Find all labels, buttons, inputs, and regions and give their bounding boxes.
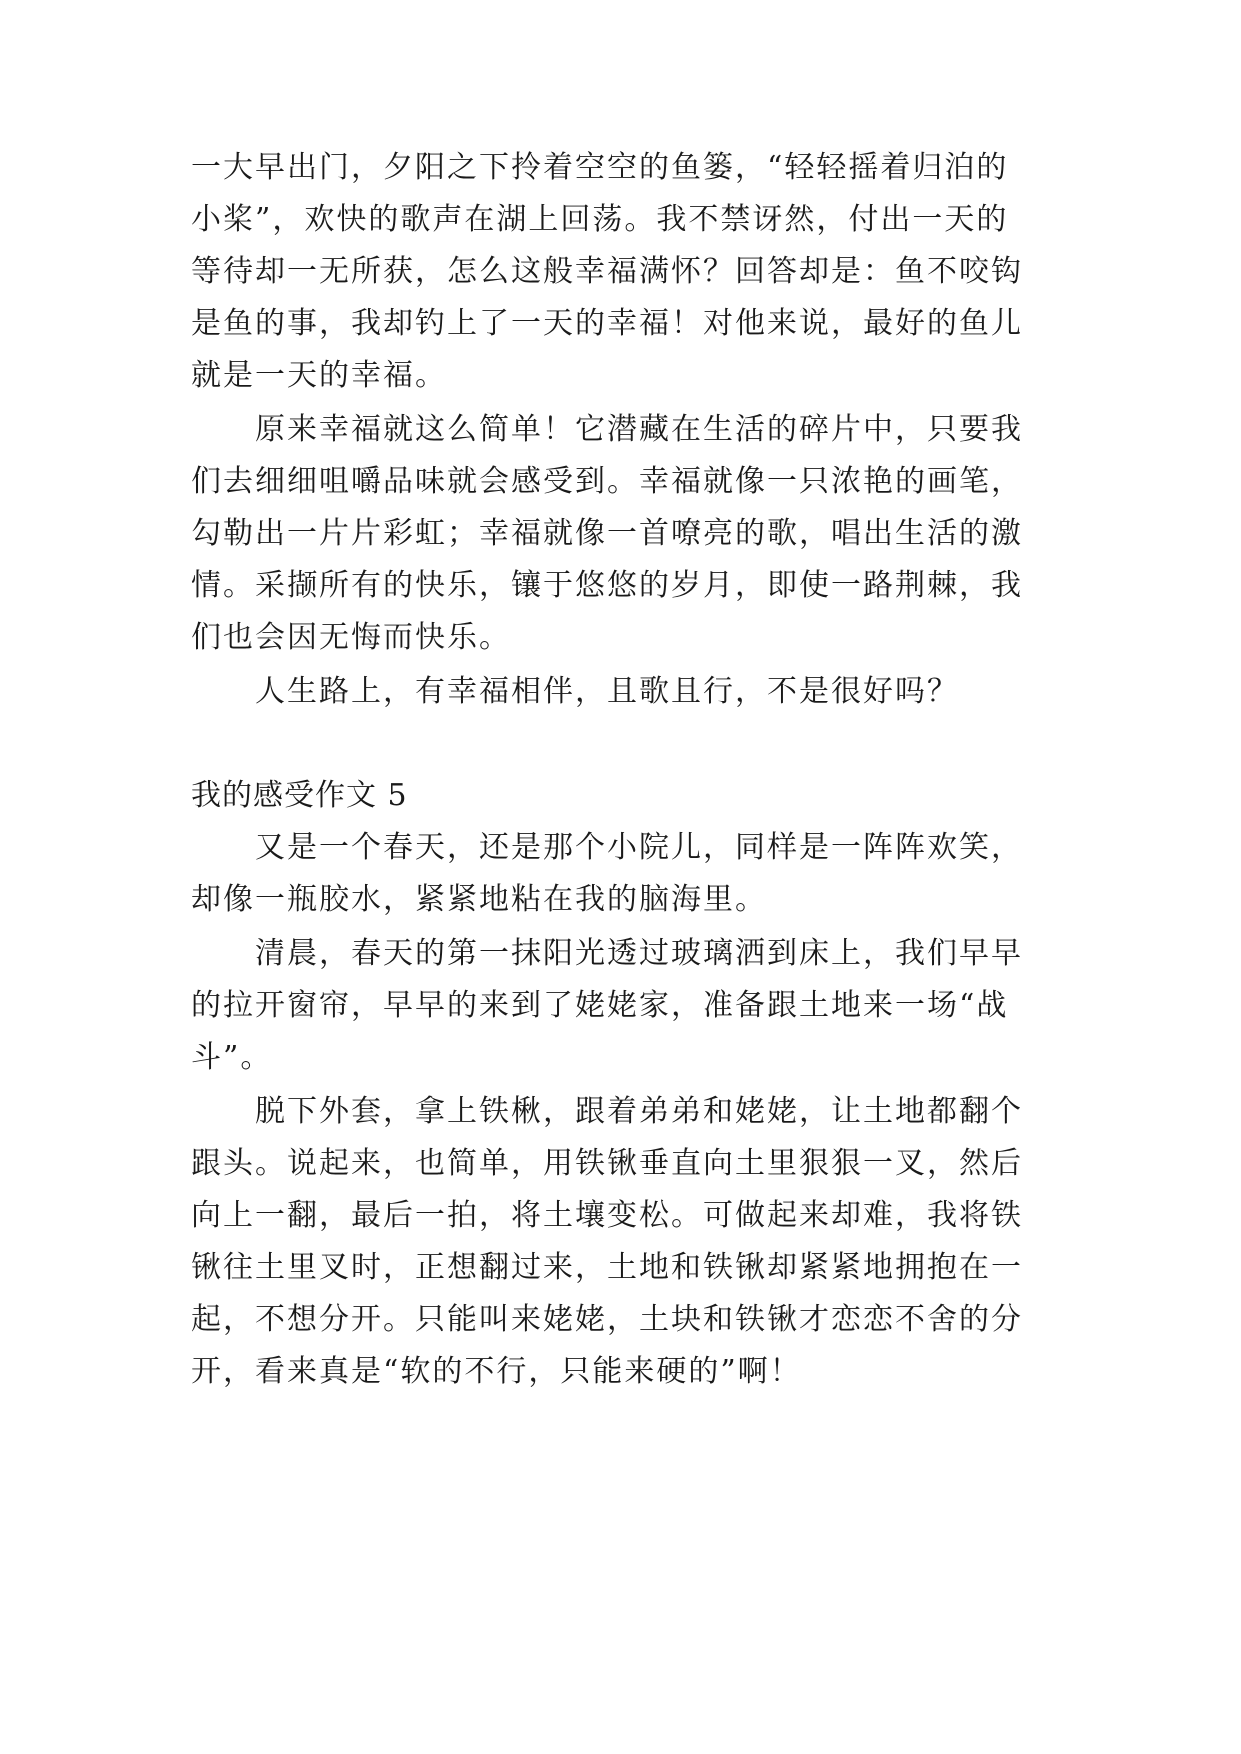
paragraph-line: 脱下外套，拿上铁楸，跟着弟弟和姥姥，让土地都翻个 xyxy=(255,1094,1023,1129)
paragraph-line: 跟头。说起来，也简单，用铁锹垂直向土里狠狠一叉，然后 xyxy=(191,1146,1023,1181)
paragraph-line: 斗”。 xyxy=(191,1040,273,1075)
paragraph-line: 勾勒出一片片彩虹；幸福就像一首嘹亮的歌，唱出生活的激 xyxy=(191,516,1023,551)
paragraph-line: 是鱼的事，我却钓上了一天的幸福！对他来说，最好的鱼儿 xyxy=(191,306,1023,341)
paragraph-line: 情。采撷所有的快乐，镶于悠悠的岁月，即使一路荆棘，我 xyxy=(191,568,1023,603)
paragraph-line: 又是一个春天，还是那个小院儿，同样是一阵阵欢笑， xyxy=(255,830,1023,865)
paragraph-line: 原来幸福就这么简单！它潜藏在生活的碎片中，只要我 xyxy=(255,412,1023,447)
paragraph-line: 的拉开窗帘，早早的来到了姥姥家，准备跟土地来一场“战 xyxy=(191,988,1009,1023)
paragraph-line: 开，看来真是“软的不行，只能来硬的”啊！ xyxy=(191,1354,802,1389)
paragraph-line: 清晨，春天的第一抹阳光透过玻璃洒到床上，我们早早 xyxy=(255,936,1023,971)
paragraph-line: 们去细细咀嚼品味就会感受到。幸福就像一只浓艳的画笔， xyxy=(191,464,1023,499)
paragraph-line: 人生路上，有幸福相伴，且歌且行，不是很好吗？ xyxy=(255,674,959,709)
paragraph-line: 等待却一无所获，怎么这般幸福满怀？回答却是：鱼不咬钩 xyxy=(191,254,1023,289)
paragraph-line: 一大早出门，夕阳之下拎着空空的鱼篓，“轻轻摇着归泊的 xyxy=(191,150,1009,185)
paragraph-line: 却像一瓶胶水，紧紧地粘在我的脑海里。 xyxy=(191,882,767,917)
paragraph-line: 就是一天的幸福。 xyxy=(191,358,447,393)
paragraph-line: 小桨”，欢快的歌声在湖上回荡。我不禁讶然，付出一天的 xyxy=(191,202,1009,237)
paragraph-line: 向上一翻，最后一拍，将土壤变松。可做起来却难，我将铁 xyxy=(191,1198,1023,1233)
paragraph-line: 锹往土里叉时，正想翻过来，土地和铁锹却紧紧地拥抱在一 xyxy=(191,1250,1023,1285)
section-title: 我的感受作文 5 xyxy=(191,778,408,813)
paragraph-line: 们也会因无悔而快乐。 xyxy=(191,620,511,655)
paragraph-line: 起，不想分开。只能叫来姥姥，土块和铁锹才恋恋不舍的分 xyxy=(191,1302,1023,1337)
